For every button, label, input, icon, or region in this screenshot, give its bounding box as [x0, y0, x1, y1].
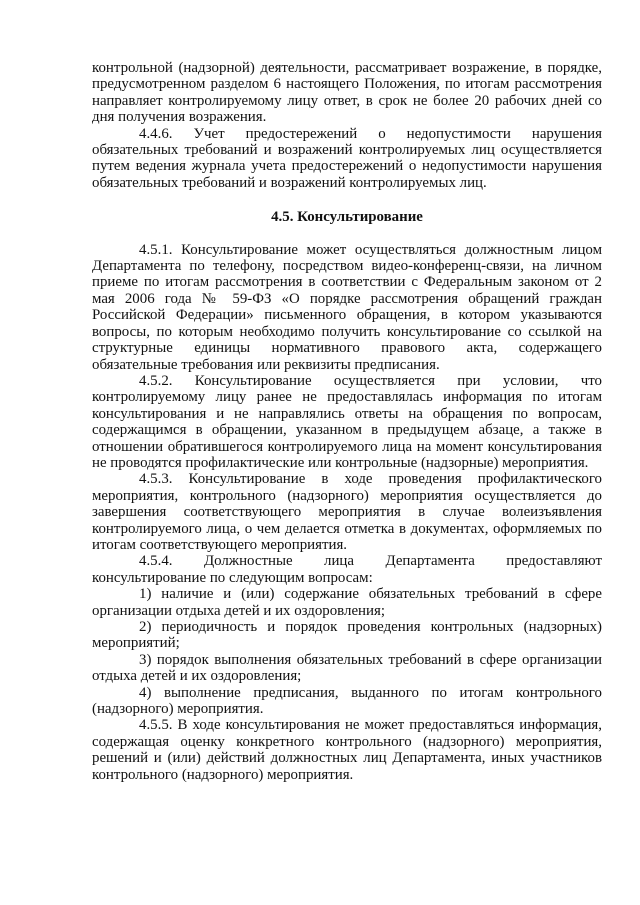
document-page [92, 60, 602, 783]
list-item: 3) порядок выполнения обязательных требований в сфере организации отдыха детей и их оздоровления; [92, 651, 602, 685]
paragraph-4-5-2: 4.5.2. Консультирование осуществляется при условии, что контролируемому лицу ранее не предоставлялась информация по итогам консультирования и не направлялись ответы на обращения по вопросам, содержащимся в обращении, указанном в предыдущем абзаце, а также в отношении обратившегося контролируемого лица на момент консультирования не проводятся профилактические или контрольные (надзорные) мероприятия. [92, 372, 602, 471]
paragraph-4-4-6: 4.4.6. Учет предостережений о недопустимости нарушения обязательных требований и возражений контролируемых лиц осуществляется путем ведения журнала учета предостережений о недопустимости нарушения обязательных требований и возражений контролируемых лиц. [92, 125, 602, 191]
section-heading: 4.5. Консультирование [271, 209, 423, 226]
list-item: 1) наличие и (или) содержание обязательных требований в сфере организации отдыха детей и их оздоровления; [92, 586, 602, 619]
paragraph-4-5-3: 4.5.3. Консультирование в ходе проведения профилактического мероприятия, контрольного (надзорного) мероприятия осуществляется до завершения соответствующего мероприятия в случае волеизъявления контролируемого лица, о чем делается отметка в документах, оформляемых по итогам соответствующего мероприятия. [92, 471, 602, 553]
list-item: 4) выполнение предписания, выданного по итогам контрольного (надзорного) мероприятия. [92, 684, 602, 718]
list-item: 2) периодичность и порядок проведения контрольных (надзорных) мероприятий; [92, 619, 602, 652]
paragraph-4-5-5: 4.5.5. В ходе консультирования не может предоставляться информация, содержащая оценку конкретного контрольного (надзорного) мероприятия, решений и (или) действий должностных лиц Департамента, иных участников контрольного (надзорного) мероприятия. [92, 717, 602, 783]
paragraph-4-5-4: 4.5.4. Должностные лица Департамента предоставляют консультирование по следующим вопросам: [92, 553, 602, 586]
paragraph-4-5-1: 4.5.1. Консультирование может осуществляться должностным лицом Департамента по телефону, посредством видео-конференц-связи, на личном приеме по итогам рассмотрения в соответствии с Федеральным законом от 2 мая 2006 года № 59-ФЗ «О порядке рассмотрения обращений граждан Российской Федерации» письменного обращения, в котором указываются вопросы, по которым необходимо получить консультирование со ссылкой на структурные единицы нормативного правового акта, содержащего обязательные требования или реквизиты предписания. [92, 241, 602, 373]
paragraph-continuation: контрольной (надзорной) деятельности, рассматривает возражение, в порядке, предусмотренном разделом 6 настоящего Положения, по итогам рассмотрения направляет контролируемому лицу ответ, в срок не более 20 рабочих дней со дня получения возражения. [92, 60, 602, 126]
